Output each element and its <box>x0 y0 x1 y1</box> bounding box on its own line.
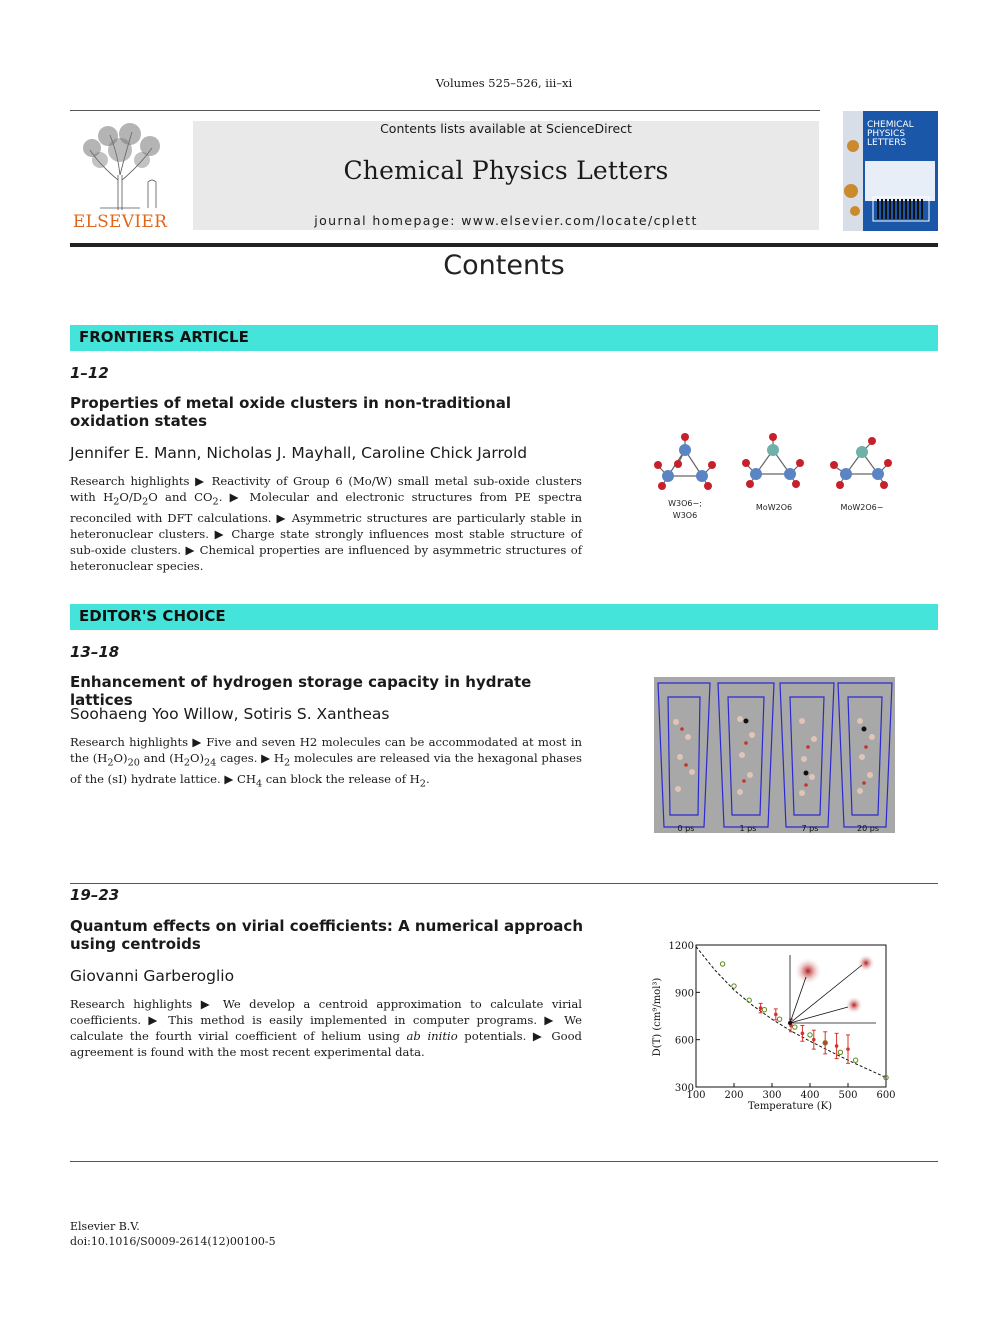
article-authors: Giovanni Garberoglio <box>70 967 235 985</box>
data-point <box>846 1047 850 1051</box>
data-point <box>801 1032 805 1036</box>
figure-label: 20 ps <box>857 824 879 833</box>
y-axis-label: D(T) (cm⁹/mol³) <box>652 977 663 1057</box>
article-title[interactable]: Enhancement of hydrogen storage capacity in hydrate lattices <box>70 673 532 709</box>
figure-label: MoW2O6− <box>840 503 884 512</box>
y-tick-label: 900 <box>674 988 694 1000</box>
figure-label: W3O6 <box>672 511 698 520</box>
page-title: Contents <box>443 250 565 281</box>
cluster-mow2o6-anion <box>830 437 892 489</box>
data-point <box>762 1007 766 1011</box>
y-tick-label: 300 <box>674 1083 694 1094</box>
elsevier-wordmark: ELSEVIER <box>72 212 168 232</box>
virial-coefficient-chart <box>640 935 900 1115</box>
cluster-mow2o6 <box>742 433 804 488</box>
cover-title: CHEMICAL PHYSICS LETTERS <box>867 120 914 148</box>
cluster-structures-figure <box>640 428 910 528</box>
article-pages: 13–18 <box>70 643 120 661</box>
footer-rule <box>70 1161 938 1162</box>
article-title[interactable]: Properties of metal oxide clusters in non-traditional oxidation states <box>70 394 511 430</box>
section-band-frontiers: FRONTIERS ARTICLE <box>70 325 938 351</box>
footer-doi[interactable]: doi:10.1016/S0009-2614(12)00100-5 <box>70 1235 276 1248</box>
contents-lists-link[interactable]: Contents lists available at ScienceDirect <box>380 121 632 136</box>
figure-label: W3O6−; <box>668 499 702 508</box>
data-point <box>759 1006 763 1010</box>
x-axis-label: Temperature (K) <box>748 1101 832 1112</box>
figure-label: 7 ps <box>801 824 819 833</box>
volume-info: Volumes 525–526, iii–xi <box>435 76 573 90</box>
data-point <box>838 1050 842 1054</box>
section-divider <box>70 883 938 884</box>
x-tick-label: 600 <box>876 1090 896 1101</box>
data-point <box>793 1025 797 1029</box>
x-tick-label: 500 <box>838 1090 858 1101</box>
research-highlights: Research highlights ▶ Reactivity of Group 6 (Mo/W) small metal sub-oxide clusters with $H_2O/D_2O$ and $CO_2$. ▶ Molecular and electronic structures from PE spectra reconciled with DFT calculations. ▶ Asymmetric structures are particularly stable in heteronuclear clusters. ▶ Charge state strongly influences most stable structure of sub-oxide clusters. ▶ Chemical properties are influenced by asymmetric structures of heteronuclear species. <box>70 474 583 574</box>
y-tick-label: 1200 <box>668 941 694 952</box>
data-point <box>823 1041 827 1045</box>
inset-diagram <box>788 954 876 1025</box>
data-point <box>720 962 724 966</box>
data-point <box>747 998 751 1002</box>
data-point <box>732 984 736 988</box>
cluster-w3o6 <box>654 433 716 490</box>
research-highlights: Research highlights ▶ Five and seven H2 molecules can be accommodated at most in the $(H_2O)_{20}$ and $(H_2O)_{24}$ cages. ▶ $H_2$ molecules are released via the hexagonal phases of the (sI) hydrate lattice. ▶ $CH_4$ can block the release of $H_2$. <box>70 735 582 790</box>
article-pages: 19–23 <box>70 886 120 904</box>
x-tick-label: 200 <box>724 1090 744 1101</box>
article-authors: Soohaeng Yoo Willow, Sotiris S. Xantheas <box>70 705 390 723</box>
hydrate-simulation-figure <box>654 677 895 833</box>
figure-label: 0 ps <box>677 824 695 833</box>
journal-cover-image <box>843 111 938 231</box>
figure-label: MoW2O6 <box>755 503 793 512</box>
footer-publisher: Elsevier B.V. <box>70 1220 140 1233</box>
plot-frame <box>696 945 886 1087</box>
x-tick-label: 300 <box>762 1090 782 1101</box>
article-authors: Jennifer E. Mann, Nicholas J. Mayhall, Caroline Chick Jarrold <box>70 444 528 462</box>
journal-homepage-link[interactable]: journal homepage: www.elsevier.com/locate/cplett <box>314 213 698 228</box>
data-point <box>808 1033 812 1037</box>
article-pages: 1–12 <box>70 364 109 382</box>
data-point <box>853 1058 857 1062</box>
header-bottom-rule <box>70 243 938 247</box>
journal-name: Chemical Physics Letters <box>343 156 669 185</box>
y-tick-label: 600 <box>674 1035 694 1047</box>
section-band-editors-choice: EDITOR'S CHOICE <box>70 604 938 630</box>
data-point <box>835 1044 839 1048</box>
figure-label: 1 ps <box>739 824 757 833</box>
x-tick-label: 100 <box>686 1090 706 1101</box>
article-title[interactable]: Quantum effects on virial coefficients: A numerical approach using centroids <box>70 917 583 953</box>
data-point <box>812 1038 816 1042</box>
x-tick-label: 400 <box>800 1090 820 1101</box>
data-point <box>777 1017 781 1021</box>
research-highlights: Research highlights ▶ We develop a centroid approximation to calculate virial coefficients. ▶ This method is easily implemented in computer programs. ▶ We calculate the fourth virial coefficient of helium using ab initio potentials. ▶ Good agreement is found with the most recent experimental data. <box>70 997 582 1059</box>
header-top-rule <box>70 110 820 111</box>
data-point <box>774 1013 778 1017</box>
